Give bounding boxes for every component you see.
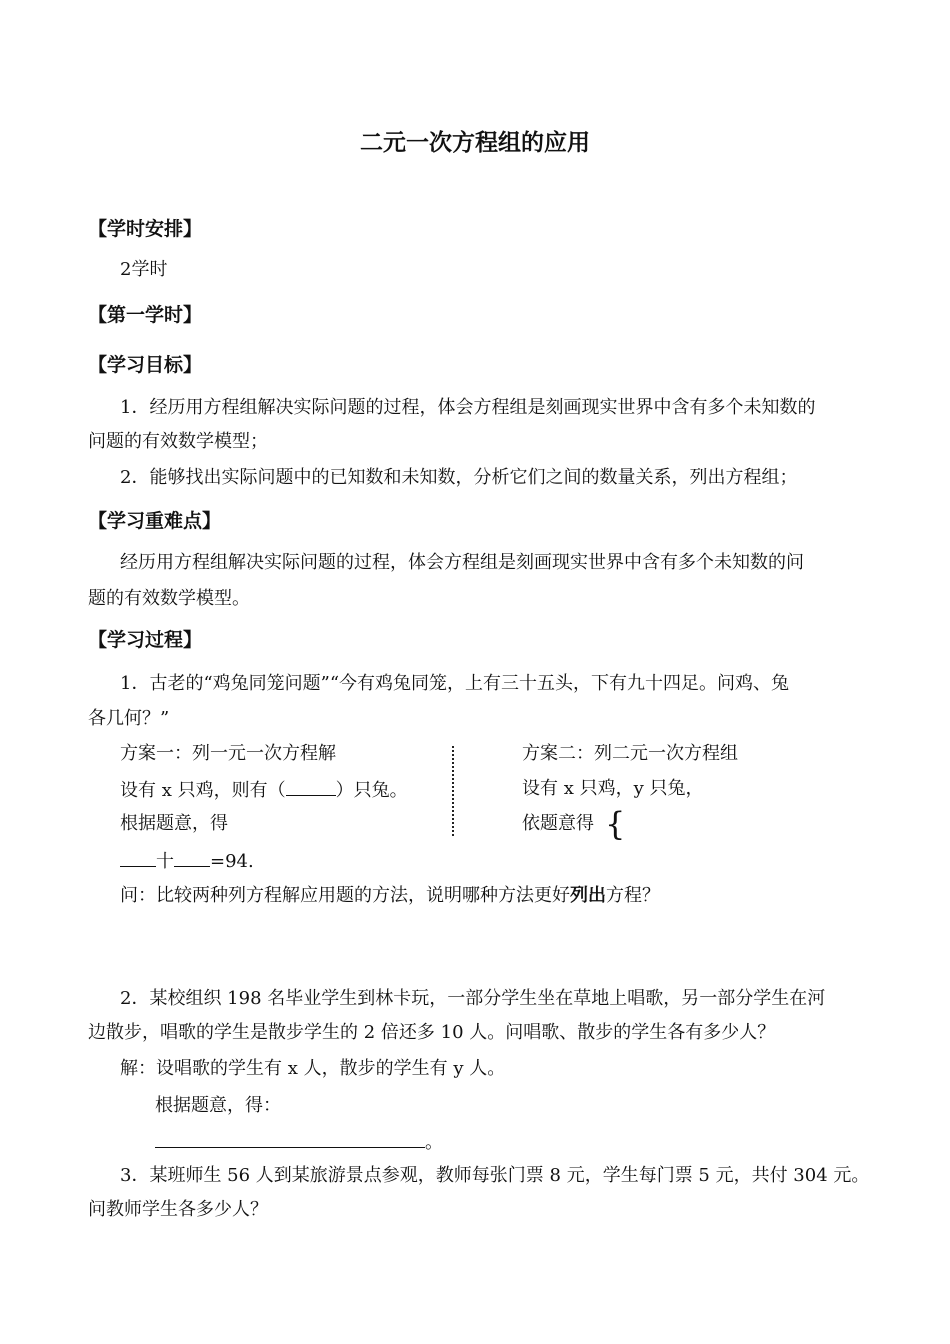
key-points-line2: 题的有效数学模型。 <box>88 588 250 609</box>
rabbit-count-blank[interactable] <box>286 777 336 796</box>
process-heading: 【学习过程】 <box>88 629 203 651</box>
question-3-line2: 问教师学生各多少人？ <box>88 1199 268 1220</box>
question-3-line1: 3．某班师生 56 人到某旅游景点参观，教师每张门票 8 元，学生每门票 5 元，共付 304 元。 <box>120 1165 870 1186</box>
question-2-solution: 解：设唱歌的学生有 x 人，散步的学生有 y 人。 <box>120 1058 506 1079</box>
objectives-heading: 【学习目标】 <box>88 354 203 376</box>
question-1-line1: 1．古老的“鸡兔同笼问题”“今有鸡兔同笼，上有三十五头，下有九十四足。问鸡、兔 <box>120 673 790 694</box>
question-2-blank[interactable] <box>155 1129 425 1148</box>
question-2-period: 。 <box>425 1132 443 1153</box>
plan-divider <box>452 746 454 836</box>
plan-1-equation <box>120 848 254 874</box>
question-1-line2: 各几何？” <box>88 708 170 729</box>
compare-question-end: 方程？ <box>606 885 660 906</box>
equation-blank-1[interactable] <box>120 848 156 867</box>
plan-1-line1 <box>120 777 408 803</box>
equation-blank-2[interactable] <box>174 848 210 867</box>
plan-1-line2: 根据题意，得 <box>120 813 228 834</box>
compare-question-text: 问：比较两种列方程解应用题的方法，说明哪种方法更好 <box>120 885 570 906</box>
plan-1-line1-suffix: ）只兔。 <box>335 780 408 801</box>
schedule-heading: 【学时安排】 <box>88 218 203 240</box>
question-2-line1: 2．某校组织 198 名毕业学生到林卡玩，一部分学生坐在草地上唱歌，另一部分学生在河 <box>120 988 826 1009</box>
plan-2-line1: 设有 x 只鸡，y 只兔， <box>522 778 704 799</box>
key-points-line1: 经历用方程组解决实际问题的过程，体会方程组是刻画现实世界中含有多个未知数的问 <box>120 552 804 573</box>
objective-1-line2: 问题的有效数学模型； <box>88 431 268 452</box>
plan-1-title: 方案一：列一元一次方程解 <box>120 743 336 764</box>
first-period-heading: 【第一学时】 <box>88 304 203 326</box>
compare-question <box>120 884 660 908</box>
equation-result: =94. <box>210 851 254 872</box>
equation-system-brace: { <box>605 805 626 843</box>
objective-1-line1: 1．经历用方程组解决实际问题的过程，体会方程组是刻画现实世界中含有多个未知数的 <box>120 397 816 418</box>
plan-2-title: 方案二：列二元一次方程组 <box>522 743 738 764</box>
compare-question-bold: 列出 <box>570 885 606 906</box>
question-2-answer-line <box>155 1129 443 1155</box>
schedule-text: 2学时 <box>120 259 168 280</box>
plan-1-line1-prefix: 设有 x 只鸡，则有（ <box>120 780 286 801</box>
page-title: 二元一次方程组的应用 <box>360 130 590 156</box>
plan-2-line2: 依题意得 <box>522 813 594 834</box>
question-2-basis: 根据题意，得： <box>155 1095 281 1116</box>
key-points-heading: 【学习重难点】 <box>88 510 222 532</box>
question-2-line2: 边散步，唱歌的学生是散步学生的 2 倍还多 10 人。问唱歌、散步的学生各有多少人？ <box>88 1022 776 1043</box>
equation-plus: 十 <box>156 851 174 872</box>
objective-2: 2．能够找出实际问题中的已知数和未知数，分析它们之间的数量关系，列出方程组； <box>120 467 798 488</box>
